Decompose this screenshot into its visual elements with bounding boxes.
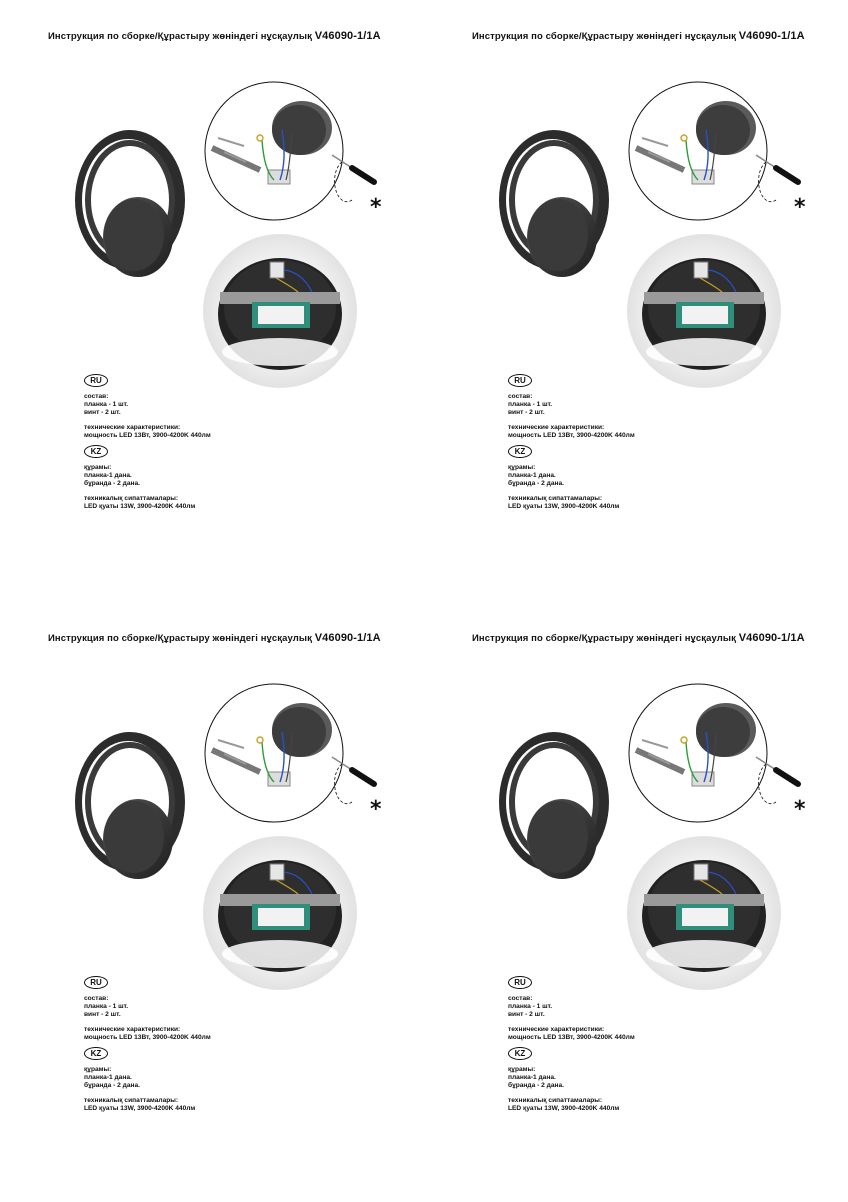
instruction-panel-3: [0, 602, 424, 1202]
kz-specs: техникалық сипаттамалары: LED қуаты 13W, 3900-4200K 440лм: [508, 1097, 620, 1113]
mounting-diagram: [202, 80, 380, 222]
instruction-panel-4: [424, 602, 848, 1202]
kz-composition: құрамы: планка-1 дана. бұранда - 2 дана.: [84, 464, 140, 488]
model-number: V46090-1/1A: [738, 30, 805, 42]
ru-composition: состав: планка - 1 шт. винт - 2 шт.: [84, 995, 129, 1019]
ru-specs: технические характеристики: мощность LED 13Вт, 3900-4200K 440лм: [508, 424, 635, 440]
page-title: Инструкция по сборке/Құрастыру жөніндегі нұсқаулық V46090-1/1A: [472, 632, 805, 644]
ru-composition: состав: планка - 1 шт. винт - 2 шт.: [508, 995, 553, 1019]
instruction-panel-1: [0, 0, 424, 600]
svg-text:*: *: [794, 797, 806, 822]
kz-specs: техникалық сипаттамалары: LED қуаты 13W, 3900-4200K 440лм: [84, 495, 196, 511]
ru-composition: состав: планка - 1 шт. винт - 2 шт.: [84, 393, 129, 417]
kz-composition: құрамы: планка-1 дана. бұранда - 2 дана.: [84, 1066, 140, 1090]
ru-badge: RU: [84, 374, 108, 387]
mounting-diagram: [202, 682, 380, 824]
kz-badge: KZ: [508, 445, 532, 458]
model-number: V46090-1/1A: [314, 30, 381, 42]
instruction-panel-2: [424, 0, 848, 600]
kz-badge: KZ: [508, 1047, 532, 1060]
model-number: V46090-1/1A: [738, 632, 805, 644]
ru-badge: RU: [84, 976, 108, 989]
svg-text:*: *: [370, 797, 382, 822]
kz-composition: құрамы: планка-1 дана. бұранда - 2 дана.: [508, 464, 564, 488]
svg-text:*: *: [794, 195, 806, 220]
mounting-diagram: [626, 80, 804, 222]
kz-specs: техникалық сипаттамалары: LED қуаты 13W, 3900-4200K 440лм: [508, 495, 620, 511]
svg-text:*: *: [370, 195, 382, 220]
kz-composition: құрамы: планка-1 дана. бұранда - 2 дана.: [508, 1066, 564, 1090]
page-title: Инструкция по сборке/Құрастыру жөніндегі нұсқаулық V46090-1/1A: [48, 632, 381, 644]
lamp-illustration: [68, 727, 198, 882]
ru-specs: технические характеристики: мощность LED 13Вт, 3900-4200K 440лм: [84, 1026, 211, 1042]
lamp-illustration: [492, 727, 622, 882]
page-title: Инструкция по сборке/Құрастыру жөніндегі нұсқаулық V46090-1/1A: [48, 30, 381, 42]
kz-specs: техникалық сипаттамалары: LED қуаты 13W, 3900-4200K 440лм: [84, 1097, 196, 1113]
kz-badge: KZ: [84, 445, 108, 458]
page-title: Инструкция по сборке/Құрастыру жөніндегі нұсқаулық V46090-1/1A: [472, 30, 805, 42]
wiring-diagram: [626, 834, 782, 992]
ru-specs: технические характеристики: мощность LED 13Вт, 3900-4200K 440лм: [84, 424, 211, 440]
ru-composition: состав: планка - 1 шт. винт - 2 шт.: [508, 393, 553, 417]
ru-badge: RU: [508, 374, 532, 387]
wiring-diagram: [626, 232, 782, 390]
kz-badge: KZ: [84, 1047, 108, 1060]
wiring-diagram: [202, 232, 358, 390]
model-number: V46090-1/1A: [314, 632, 381, 644]
ru-specs: технические характеристики: мощность LED 13Вт, 3900-4200K 440лм: [508, 1026, 635, 1042]
wiring-diagram: [202, 834, 358, 992]
lamp-illustration: [492, 125, 622, 280]
ru-badge: RU: [508, 976, 532, 989]
lamp-illustration: [68, 125, 198, 280]
mounting-diagram: [626, 682, 804, 824]
